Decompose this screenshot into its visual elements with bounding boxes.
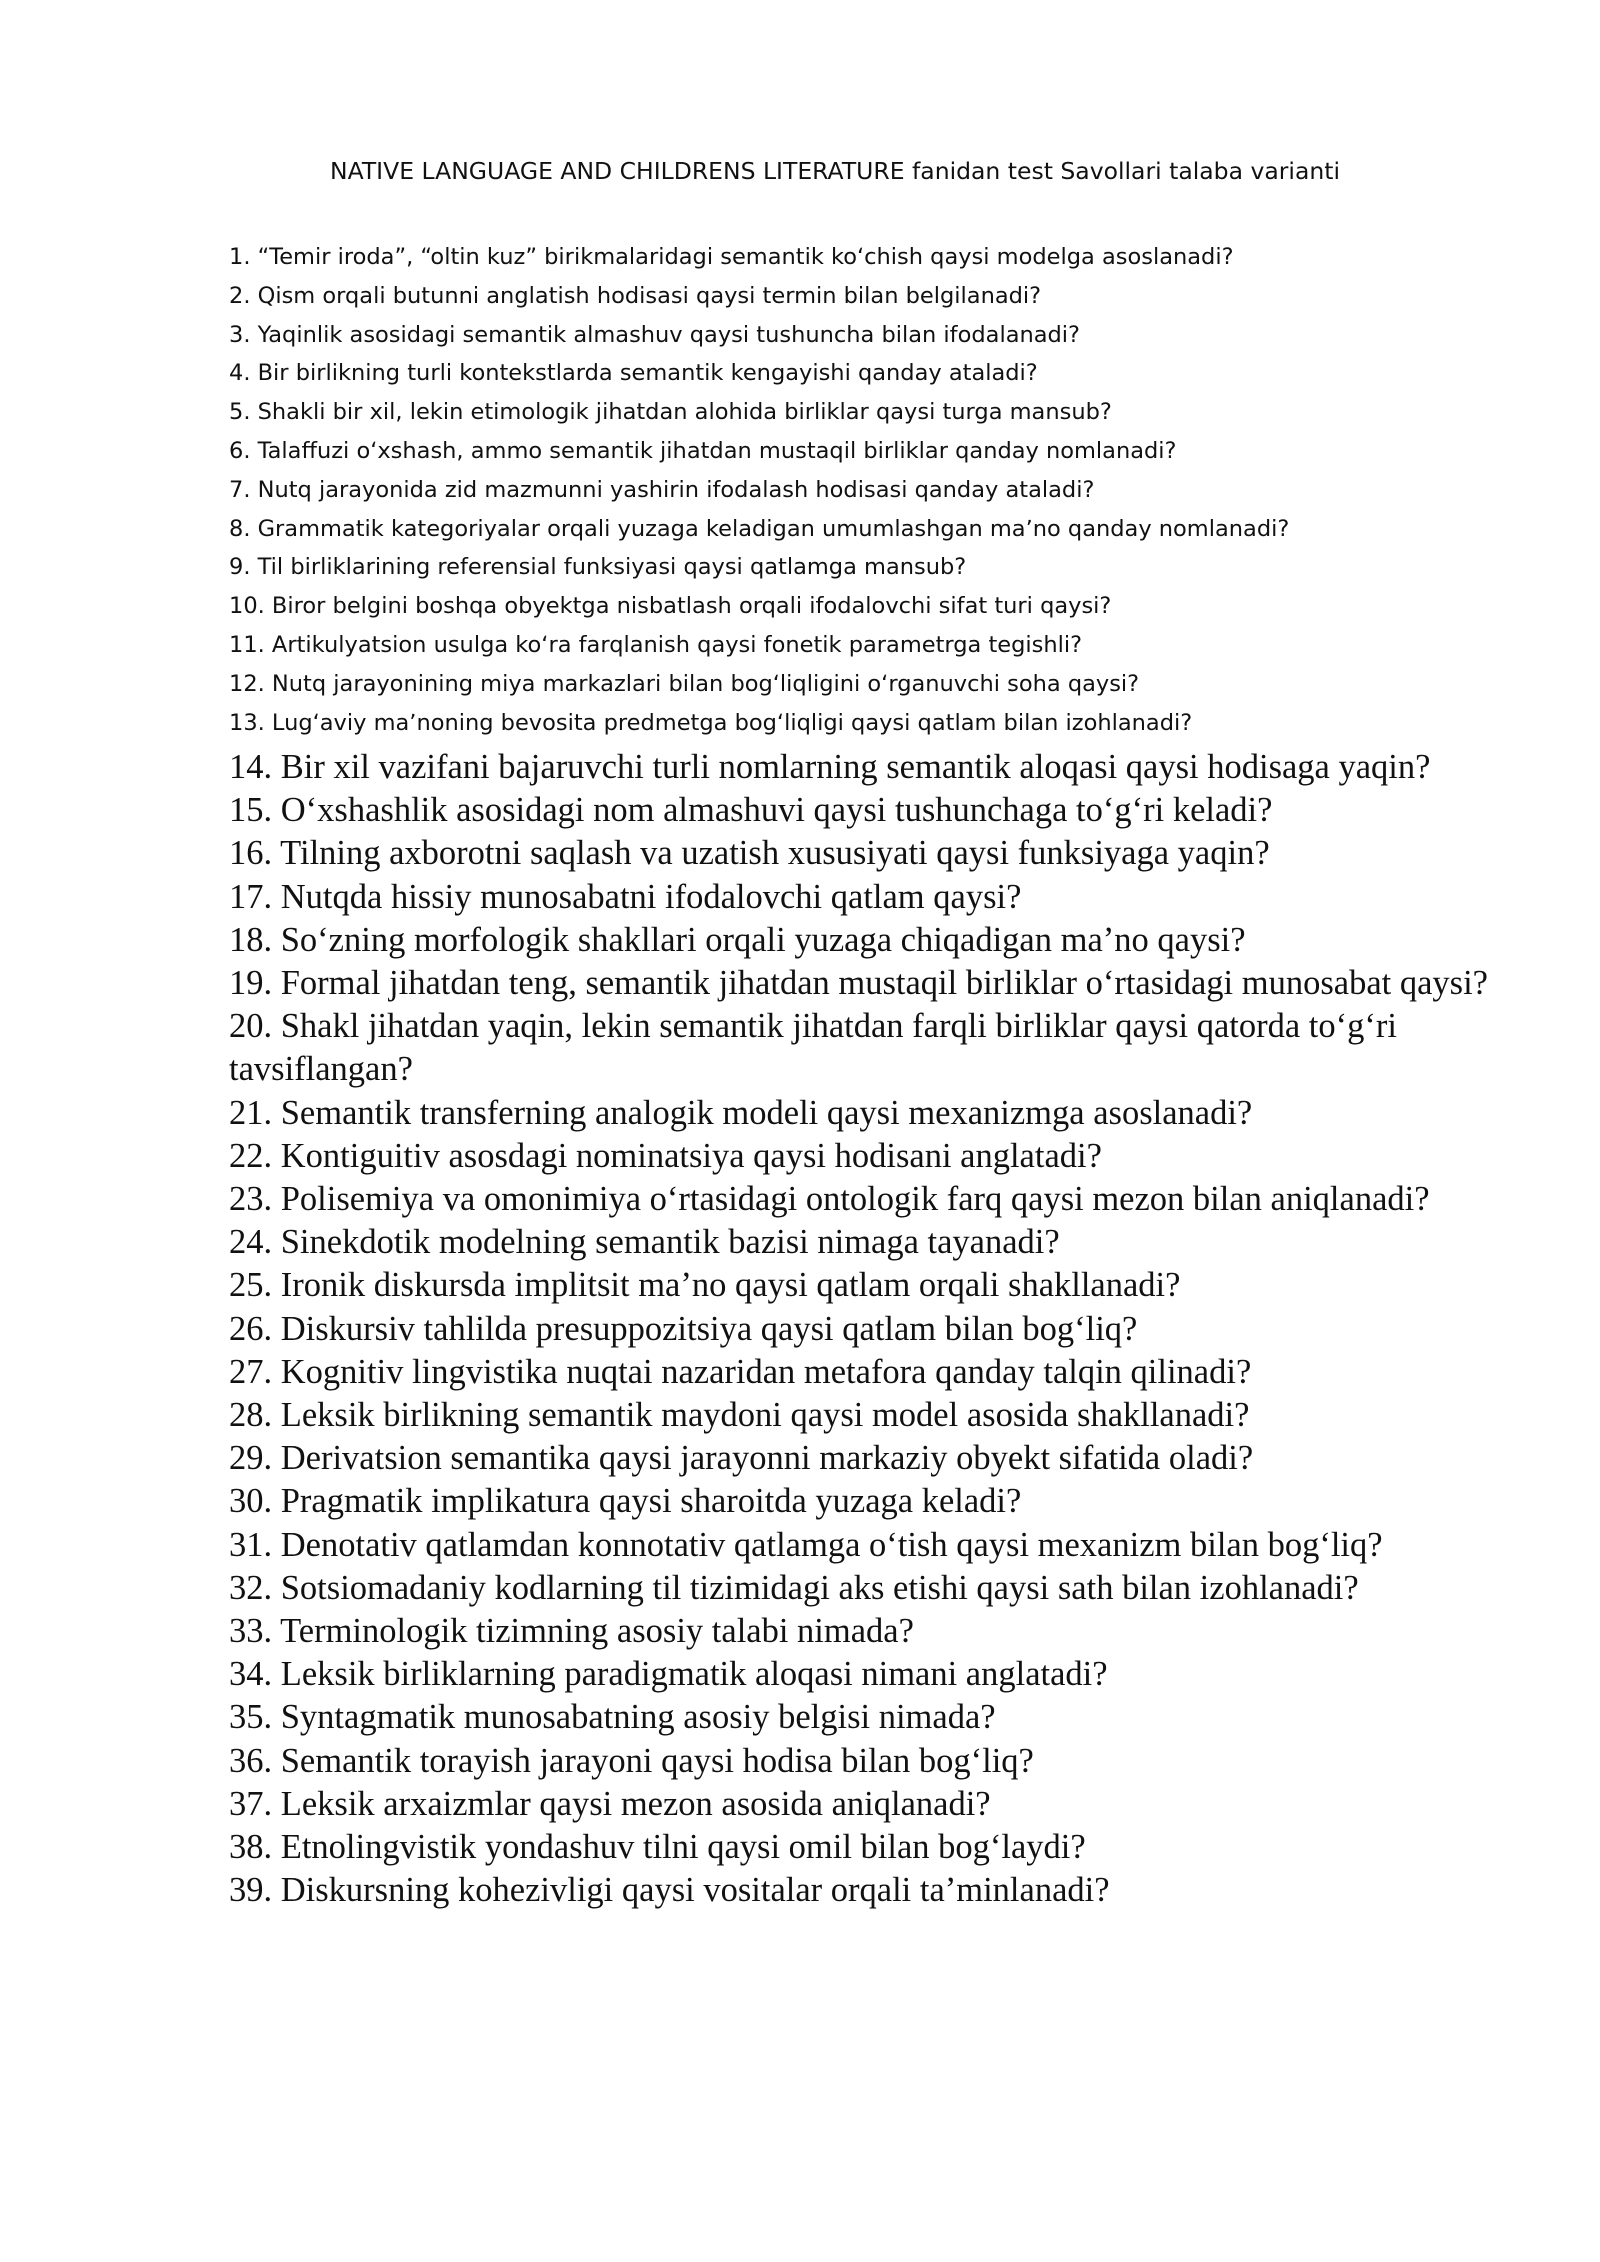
question-item: 39. Diskursning kohezivligi qaysi vositalar orqali taʼminlanadi? <box>229 1871 1110 1910</box>
question-item: 35. Syntagmatik munosabatning asosiy belgisi nimada? <box>229 1698 996 1737</box>
question-item: 38. Etnolingvistik yondashuv tilni qaysi omil bilan bogʻlaydi? <box>229 1828 1086 1867</box>
question-item: 18. Soʻzning morfologik shakllari orqali yuzaga chiqadigan maʼno qaysi? <box>229 920 1246 959</box>
question-item: 4. Bir birlikning turli kontekstlarda semantik kengayishi qanday ataladi? <box>229 360 1038 387</box>
question-item: 29. Derivatsion semantika qaysi jarayonni markaziy obyekt sifatida oladi? <box>229 1439 1254 1478</box>
question-item: 12. Nutq jarayonining miya markazlari bilan bogʻliqligini oʻrganuvchi soha qaysi? <box>229 670 1140 697</box>
question-item: 15. Oʻxshashlik asosidagi nom almashuvi qaysi tushunchaga toʻgʻri keladi? <box>229 791 1273 830</box>
question-item: 31. Denotativ qatlamdan konnotativ qatlamga oʻtish qaysi mexanizm bilan bogʻliq? <box>229 1525 1383 1564</box>
question-item: 34. Leksik birliklarning paradigmatik aloqasi nimani anglatadi? <box>229 1655 1108 1694</box>
question-item: 2. Qism orqali butunni anglatish hodisasi qaysi termin bilan belgilanadi? <box>229 282 1042 309</box>
question-item: 9. Til birliklarining referensial funksiyasi qaysi qatlamga mansub? <box>229 554 967 581</box>
question-item: 10. Biror belgini boshqa obyektga nisbatlash orqali ifodalovchi sifat turi qaysi? <box>229 593 1112 620</box>
question-item: 33. Terminologik tizimning asosiy talabi nimada? <box>229 1612 914 1651</box>
question-item: 36. Semantik torayish jarayoni qaysi hodisa bilan bogʻliq? <box>229 1741 1034 1780</box>
question-item: 8. Grammatik kategoriyalar orqali yuzaga keladigan umumlashgan maʼno qanday nomlanadi? <box>229 515 1290 542</box>
question-item: 22. Kontiguitiv asosdagi nominatsiya qaysi hodisani anglatadi? <box>229 1136 1102 1175</box>
question-item: 28. Leksik birlikning semantik maydoni qaysi model asosida shakllanadi? <box>229 1396 1250 1435</box>
question-item: 14. Bir xil vazifani bajaruvchi turli nomlarning semantik aloqasi qaysi hodisaga yaqin? <box>229 748 1431 786</box>
question-item: 20. Shakl jihatdan yaqin, lekin semantik jihatdan farqli birliklar qaysi qatorda toʻgʻri tavsiflangan? <box>229 1007 1397 1089</box>
question-item: 7. Nutq jarayonida zid mazmunni yashirin ifodalash hodisasi qanday ataladi? <box>229 476 1095 503</box>
question-item: 5. Shakli bir xil, lekin etimologik jihatdan alohida birliklar qaysi turga mansub? <box>229 399 1112 426</box>
question-item: 17. Nutqda hissiy munosabatni ifodalovchi qatlam qaysi? <box>229 877 1022 916</box>
question-item: 23. Polisemiya va omonimiya oʻrtasidagi ontologik farq qaysi mezon bilan aniqlanadi? <box>229 1180 1430 1219</box>
question-item: 13. Lugʻaviy maʼnoning bevosita predmetga bogʻliqligi qaysi qatlam bilan izohlanadi? <box>229 709 1193 736</box>
document-title: NATIVE LANGUAGE AND CHILDRENS LITERATURE fanidan test Savollari talaba varianti <box>330 157 1340 185</box>
question-item: 6. Talaffuzi oʻxshash, ammo semantik jihatdan mustaqil birliklar qanday nomlanadi? <box>229 438 1177 464</box>
question-item: 1. “Temir iroda”, “oltin kuz” birikmalaridagi semantik koʻchish qaysi modelga asoslanadi? <box>229 244 1234 270</box>
question-item: 37. Leksik arxaizmlar qaysi mezon asosida aniqlanadi? <box>229 1784 991 1823</box>
question-item: 26. Diskursiv tahlilda presuppozitsiya qaysi qatlam bilan bogʻliq? <box>229 1309 1138 1348</box>
question-item: 25. Ironik diskursda implitsit maʼno qaysi qatlam orqali shakllanadi? <box>229 1266 1181 1305</box>
question-item: 30. Pragmatik implikatura qaysi sharoitda yuzaga keladi? <box>229 1482 1022 1521</box>
question-item: 24. Sinekdotik modelning semantik bazisi nimaga tayanadi? <box>229 1223 1060 1262</box>
question-item: 11. Artikulyatsion usulga koʻra farqlanish qaysi fonetik parametrga tegishli? <box>229 632 1083 658</box>
question-list-large <box>229 746 1489 1912</box>
question-item: 27. Kognitiv lingvistika nuqtai nazaridan metafora qanday talqin qilinadi? <box>229 1352 1252 1391</box>
question-item: 16. Tilning axborotni saqlash va uzatish xususiyati qaysi funksiyaga yaqin? <box>229 834 1270 873</box>
question-item: 19. Formal jihatdan teng, semantik jihatdan mustaqil birliklar oʻrtasidagi munosabat qaysi? <box>229 964 1488 1003</box>
question-item: 3. Yaqinlik asosidagi semantik almashuv qaysi tushuncha bilan ifodalanadi? <box>229 321 1081 348</box>
question-item: 21. Semantik transferning analogik modeli qaysi mexanizmga asoslanadi? <box>229 1093 1253 1132</box>
question-item: 32. Sotsiomadaniy kodlarning til tizimidagi aks etishi qaysi sath bilan izohlanadi? <box>229 1568 1359 1607</box>
